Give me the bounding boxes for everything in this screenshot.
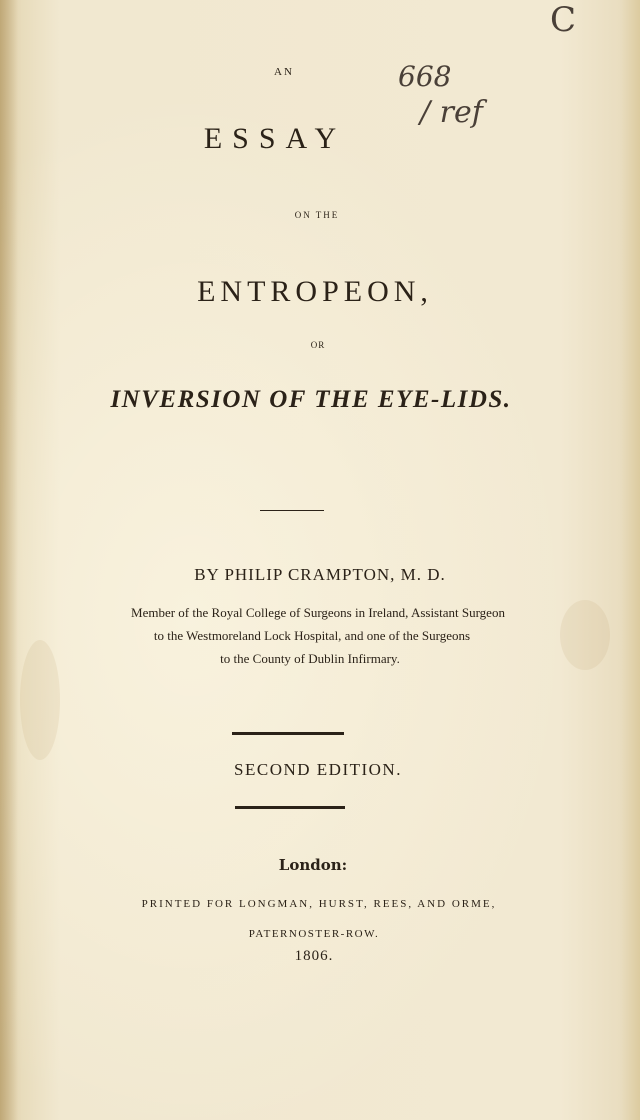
corner-handwritten-mark: C [550, 0, 577, 40]
imprint-place: London: [278, 856, 348, 874]
author-description-line: to the County of Dublin Infirmary. [220, 651, 400, 666]
handwritten-shelf-mark-secondary: / ref [420, 95, 483, 130]
handwritten-shelf-mark: 668 [398, 60, 452, 93]
divider-rule [232, 732, 344, 735]
title-or: OR [310, 340, 326, 350]
author-description-line: Member of the Royal College of Surgeons in Ireland, Assistant Surgeon [131, 605, 505, 620]
author-description-line: to the Westmoreland Lock Hospital, and one of the Surgeons [153, 628, 471, 643]
title-essay: ESSAY [203, 122, 347, 155]
imprint-publishers: PRINTED FOR LONGMAN, HURST, REES, AND ORME, [141, 898, 497, 910]
divider-rule [235, 806, 345, 809]
title-entropeon: ENTROPEON, [197, 275, 433, 308]
divider-rule [260, 510, 324, 511]
title-an: AN [274, 66, 294, 78]
imprint-year: 1806. [294, 948, 334, 964]
edition-line: SECOND EDITION. [234, 760, 402, 779]
author-line: BY PHILIP CRAMPTON, M. D. [194, 565, 446, 584]
title-on-the: ON THE [294, 210, 340, 220]
title-inversion: INVERSION OF THE EYE-LIDS. [110, 386, 512, 413]
imprint-address: PATERNOSTER-ROW. [248, 928, 380, 940]
